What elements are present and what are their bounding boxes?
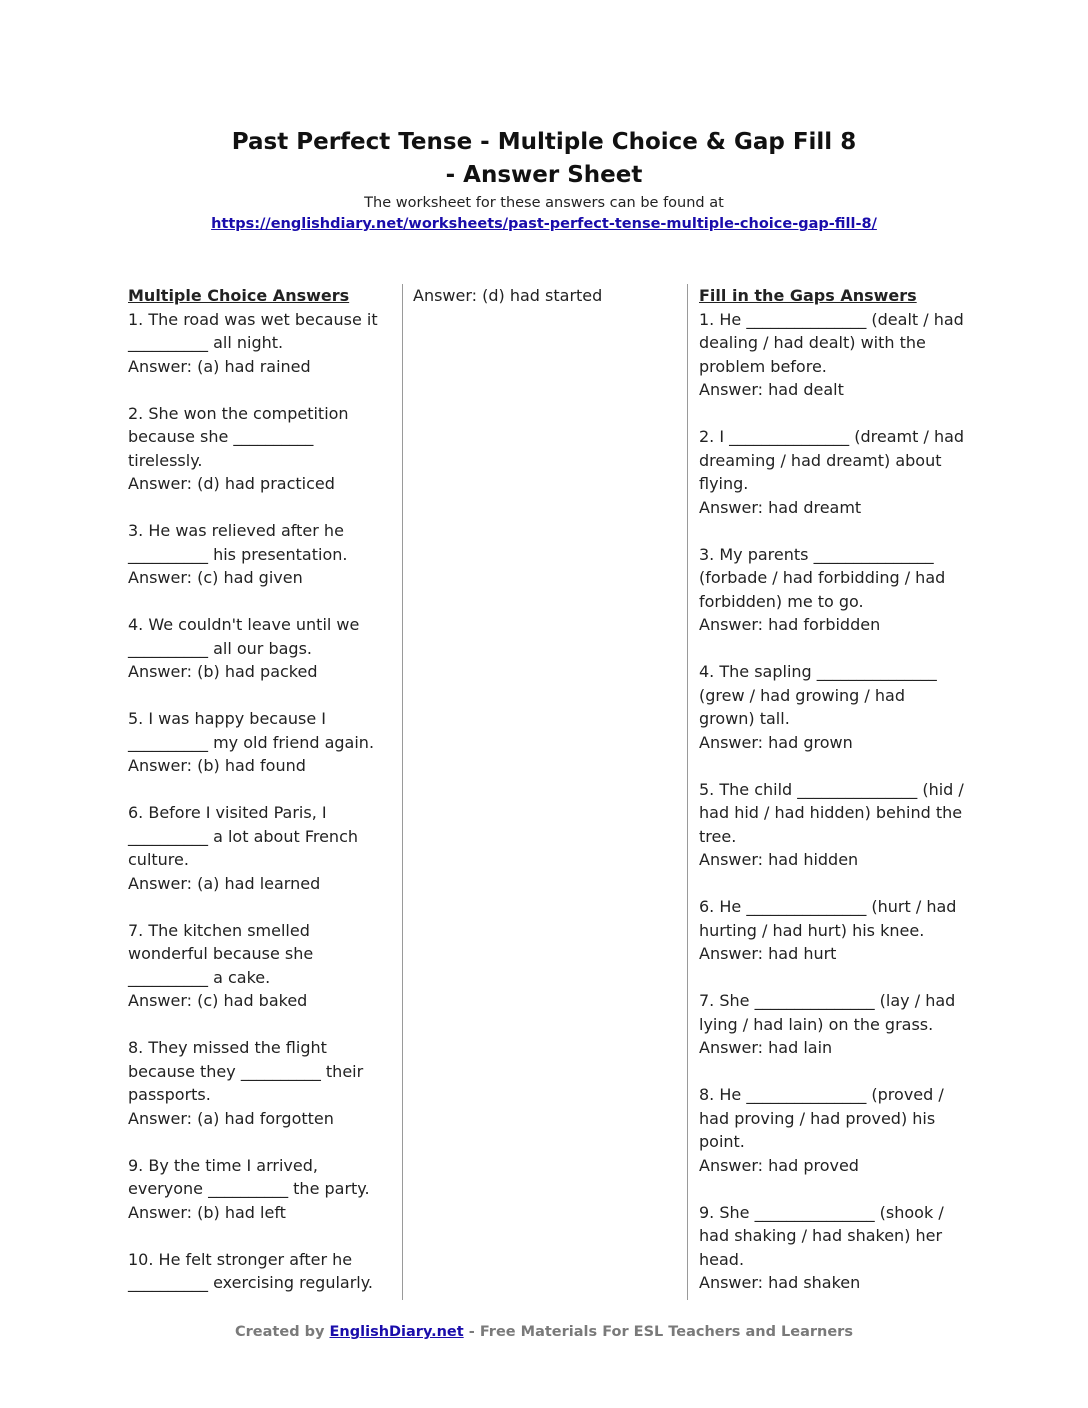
gap-question-9: 9. She _______________ (shook / had shaking / had shaken) her head. xyxy=(699,1202,944,1269)
gap-answer-5: Answer: had hidden xyxy=(699,850,859,869)
fill-gaps-column xyxy=(699,284,965,1295)
multiple-choice-column xyxy=(128,284,390,1295)
mc-question-10: 10. He felt stronger after he __________ exercising regularly. xyxy=(128,1249,374,1292)
title-line-1: Past Perfect Tense - Multiple Choice & Gap Fill 8 xyxy=(231,129,857,155)
mc-question-2: 2. She won the competition because she __________ tirelessly. xyxy=(128,403,349,470)
mc-answer-10: Answer: (d) had started xyxy=(413,286,603,305)
mc-answer-1: Answer: (a) had rained xyxy=(128,356,311,376)
continuation-column xyxy=(413,284,675,308)
mc-question-1: 1. The road was wet because it __________ all night. xyxy=(128,309,378,352)
multiple-choice-heading: Multiple Choice Answers xyxy=(128,286,350,305)
mc-question-4: 4. We couldn't leave until we __________ all our bags. xyxy=(128,615,360,658)
gap-answer-2: Answer: had dreamt xyxy=(699,497,862,517)
column-divider-1 xyxy=(402,284,403,1300)
mc-answer-7: Answer: (c) had baked xyxy=(128,991,308,1010)
mc-question-8: 8. They missed the flight because they __________ their passports. xyxy=(128,1038,364,1104)
gap-answer-9: Answer: had shaken xyxy=(699,1273,861,1292)
gap-answer-3: Answer: had forbidden xyxy=(699,615,881,634)
gap-question-1: 1. He _______________ (dealt / had dealing / had dealt) with the problem before. xyxy=(699,309,964,376)
mc-question-7: 7. The kitchen smelled wonderful because she __________ a cake. xyxy=(128,920,314,987)
gap-question-4: 4. The sapling _______________ (grew / had growing / had grown) tall. xyxy=(699,662,937,728)
gap-answer-7: Answer: had lain xyxy=(699,1038,833,1057)
mc-question-3: 3. He was relieved after he __________ his presentation. xyxy=(128,521,348,564)
worksheet-link[interactable]: https://englishdiary.net/worksheets/past-perfect-tense-multiple-choice-gap-fill-8/ xyxy=(211,216,877,232)
mc-question-9: 9. By the time I arrived, everyone __________ the party. xyxy=(128,1155,370,1198)
title-line-2: - Answer Sheet xyxy=(445,162,643,188)
mc-question-6: 6. Before I visited Paris, I __________ a lot about French culture. xyxy=(128,803,359,869)
footer-prefix: Created by xyxy=(235,1324,325,1340)
gap-question-3: 3. My parents _______________ (forbade / had forbidding / had forbidden) me to go. xyxy=(699,544,946,611)
gap-answer-6: Answer: had hurt xyxy=(699,944,837,963)
gap-answer-8: Answer: had proved xyxy=(699,1155,859,1175)
mc-answer-6: Answer: (a) had learned xyxy=(128,873,321,893)
mc-question-5: 5. I was happy because I __________ my old friend again. xyxy=(128,709,375,752)
page-title xyxy=(0,126,1088,192)
fill-gaps-heading: Fill in the Gaps Answers xyxy=(699,286,917,305)
subtitle: The worksheet for these answers can be found at xyxy=(364,195,724,211)
mc-answer-5: Answer: (b) had found xyxy=(128,756,306,775)
mc-answer-3: Answer: (c) had given xyxy=(128,568,303,587)
gap-question-5: 5. The child _______________ (hid / had hid / had hidden) behind the tree. xyxy=(699,779,964,846)
gap-question-2: 2. I _______________ (dreamt / had dreaming / had dreamt) about flying. xyxy=(699,427,965,493)
gap-question-7: 7. She _______________ (lay / had lying / had lain) on the grass. xyxy=(699,991,956,1034)
mc-answer-4: Answer: (b) had packed xyxy=(128,662,318,681)
gap-question-6: 6. He _______________ (hurt / had hurting / had hurt) his knee. xyxy=(699,897,957,940)
gap-answer-4: Answer: had grown xyxy=(699,732,853,752)
footer-link[interactable]: EnglishDiary.net xyxy=(329,1324,464,1340)
mc-answer-8: Answer: (a) had forgotten xyxy=(128,1108,334,1128)
mc-answer-9: Answer: (b) had left xyxy=(128,1202,286,1222)
mc-answer-2: Answer: (d) had practiced xyxy=(128,474,335,493)
column-divider-2 xyxy=(687,284,688,1300)
gap-answer-1: Answer: had dealt xyxy=(699,380,844,399)
gap-question-8: 8. He _______________ (proved / had proving / had proved) his point. xyxy=(699,1085,944,1151)
footer xyxy=(0,1322,1088,1342)
footer-suffix: - Free Materials For ESL Teachers and Learners xyxy=(468,1324,853,1340)
